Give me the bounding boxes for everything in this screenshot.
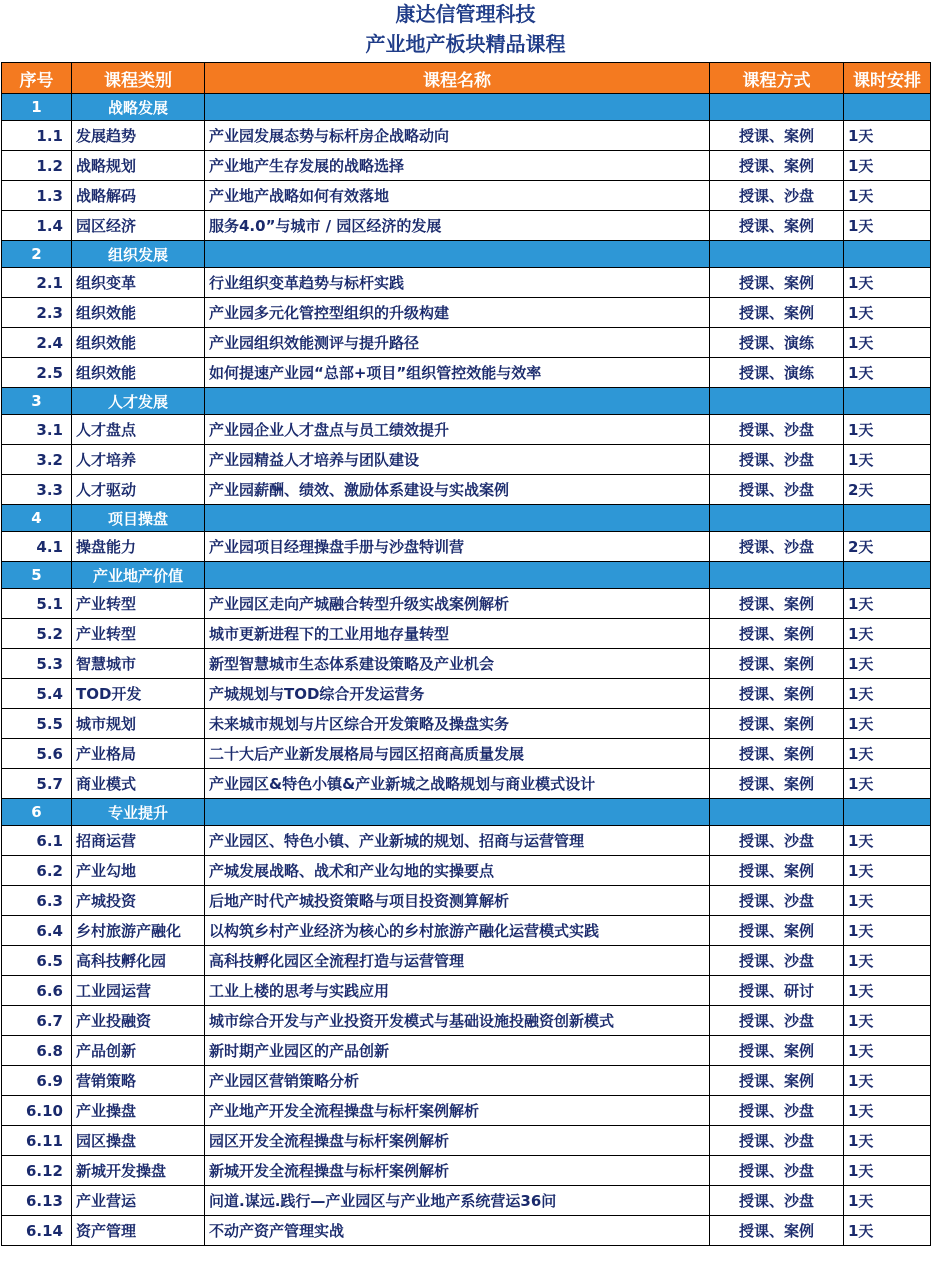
title-block xyxy=(0,0,931,62)
table-row xyxy=(2,358,931,388)
course-name: 不动产资产管理实战 xyxy=(205,1216,710,1246)
table-row xyxy=(2,619,931,649)
course-time: 1天 xyxy=(844,679,931,709)
course-name: 产业园区、特色小镇、产业新城的规划、招商与运营管理 xyxy=(205,826,710,856)
course-mode: 授课、案例 xyxy=(710,151,844,181)
col-header-category: 课程类别 xyxy=(72,63,205,94)
category-empty-cell xyxy=(844,562,931,589)
company-title: 康达信管理科技 xyxy=(395,2,536,26)
col-header-name: 课程名称 xyxy=(205,63,710,94)
course-name: 服务4.0”与城市 / 园区经济的发展 xyxy=(205,211,710,241)
course-number: 6.11 xyxy=(2,1126,72,1156)
course-type: 园区操盘 xyxy=(72,1126,205,1156)
category-number: 5 xyxy=(2,562,72,589)
course-mode: 授课、沙盘 xyxy=(710,886,844,916)
course-name: 后地产时代产城投资策略与项目投资测算解析 xyxy=(205,886,710,916)
course-mode: 授课、沙盘 xyxy=(710,1096,844,1126)
category-row xyxy=(2,562,931,589)
course-mode: 授课、演练 xyxy=(710,328,844,358)
category-label: 项目操盘 xyxy=(72,505,205,532)
table-row xyxy=(2,679,931,709)
course-number: 5.5 xyxy=(2,709,72,739)
course-number: 1.1 xyxy=(2,121,72,151)
course-type: 产业营运 xyxy=(72,1186,205,1216)
table-row xyxy=(2,151,931,181)
course-time: 1天 xyxy=(844,298,931,328)
category-empty-cell xyxy=(205,505,710,532)
course-name: 产业地产生存发展的战略选择 xyxy=(205,151,710,181)
course-name: 产业园薪酬、绩效、激励体系建设与实战案例 xyxy=(205,475,710,505)
course-mode: 授课、沙盘 xyxy=(710,532,844,562)
course-number: 6.13 xyxy=(2,1186,72,1216)
table-body xyxy=(2,94,931,1246)
course-time: 1天 xyxy=(844,709,931,739)
course-number: 3.1 xyxy=(2,415,72,445)
course-type: 组织效能 xyxy=(72,298,205,328)
course-number: 1.4 xyxy=(2,211,72,241)
category-number: 6 xyxy=(2,799,72,826)
course-name: 高科技孵化园区全流程打造与运营管理 xyxy=(205,946,710,976)
table-row xyxy=(2,1216,931,1246)
course-type: 产业操盘 xyxy=(72,1096,205,1126)
category-number: 4 xyxy=(2,505,72,532)
course-time: 1天 xyxy=(844,1006,931,1036)
course-mode: 授课、案例 xyxy=(710,709,844,739)
table-row xyxy=(2,415,931,445)
course-type: 组织效能 xyxy=(72,328,205,358)
course-number: 2.1 xyxy=(2,268,72,298)
course-number: 6.3 xyxy=(2,886,72,916)
course-number: 6.2 xyxy=(2,856,72,886)
course-type: 城市规划 xyxy=(72,709,205,739)
course-type: 产业转型 xyxy=(72,589,205,619)
table-row xyxy=(2,121,931,151)
course-mode: 授课、案例 xyxy=(710,1036,844,1066)
course-type: 操盘能力 xyxy=(72,532,205,562)
course-name: 行业组织变革趋势与标杆实践 xyxy=(205,268,710,298)
category-empty-cell xyxy=(710,388,844,415)
table-row xyxy=(2,916,931,946)
category-row xyxy=(2,799,931,826)
course-mode: 授课、沙盘 xyxy=(710,1156,844,1186)
course-type: 产业格局 xyxy=(72,739,205,769)
course-mode: 授课、沙盘 xyxy=(710,1006,844,1036)
course-type: 营销策略 xyxy=(72,1066,205,1096)
course-time: 1天 xyxy=(844,1186,931,1216)
course-mode: 授课、沙盘 xyxy=(710,1126,844,1156)
category-empty-cell xyxy=(844,799,931,826)
table-row xyxy=(2,589,931,619)
table-row xyxy=(2,298,931,328)
course-name: 产业地产开发全流程操盘与标杆案例解析 xyxy=(205,1096,710,1126)
course-number: 4.1 xyxy=(2,532,72,562)
course-number: 6.10 xyxy=(2,1096,72,1126)
course-type: 乡村旅游产融化 xyxy=(72,916,205,946)
table-header-row xyxy=(2,63,931,94)
course-name: 新型智慧城市生态体系建设策略及产业机会 xyxy=(205,649,710,679)
course-type: 产业转型 xyxy=(72,619,205,649)
course-name: 产业园区&特色小镇&产业新城之战略规划与商业模式设计 xyxy=(205,769,710,799)
course-number: 3.3 xyxy=(2,475,72,505)
course-type: 产业勾地 xyxy=(72,856,205,886)
course-mode: 授课、案例 xyxy=(710,619,844,649)
course-type: 高科技孵化园 xyxy=(72,946,205,976)
category-empty-cell xyxy=(205,388,710,415)
table-row xyxy=(2,475,931,505)
course-mode: 授课、沙盘 xyxy=(710,475,844,505)
course-mode: 授课、案例 xyxy=(710,121,844,151)
course-type: 园区经济 xyxy=(72,211,205,241)
course-type: 工业园运营 xyxy=(72,976,205,1006)
category-empty-cell xyxy=(205,562,710,589)
course-mode: 授课、研讨 xyxy=(710,976,844,1006)
course-name: 产业地产战略如何有效落地 xyxy=(205,181,710,211)
course-name: 产业园项目经理操盘手册与沙盘特训营 xyxy=(205,532,710,562)
course-time: 1天 xyxy=(844,769,931,799)
category-label: 专业提升 xyxy=(72,799,205,826)
table-row xyxy=(2,1036,931,1066)
course-number: 5.7 xyxy=(2,769,72,799)
course-type: 人才驱动 xyxy=(72,475,205,505)
table-row xyxy=(2,445,931,475)
course-mode: 授课、演练 xyxy=(710,358,844,388)
table-row xyxy=(2,856,931,886)
course-number: 5.6 xyxy=(2,739,72,769)
course-time: 1天 xyxy=(844,1096,931,1126)
course-mode: 授课、沙盘 xyxy=(710,1186,844,1216)
category-label: 组织发展 xyxy=(72,241,205,268)
course-table xyxy=(1,62,931,1246)
category-number: 3 xyxy=(2,388,72,415)
col-header-no: 序号 xyxy=(2,63,72,94)
course-mode: 授课、案例 xyxy=(710,298,844,328)
course-time: 1天 xyxy=(844,589,931,619)
course-name: 产业园多元化管控型组织的升级构建 xyxy=(205,298,710,328)
table-row xyxy=(2,826,931,856)
course-number: 6.8 xyxy=(2,1036,72,1066)
category-empty-cell xyxy=(710,562,844,589)
course-number: 1.3 xyxy=(2,181,72,211)
course-name: 城市综合开发与产业投资开发模式与基础设施投融资创新模式 xyxy=(205,1006,710,1036)
course-time: 1天 xyxy=(844,649,931,679)
category-empty-cell xyxy=(844,505,931,532)
course-time: 2天 xyxy=(844,532,931,562)
course-number: 5.2 xyxy=(2,619,72,649)
course-name: 产业园精益人才培养与团队建设 xyxy=(205,445,710,475)
table-row xyxy=(2,1096,931,1126)
course-mode: 授课、案例 xyxy=(710,211,844,241)
course-mode: 授课、沙盘 xyxy=(710,181,844,211)
table-row xyxy=(2,328,931,358)
table-row xyxy=(2,1156,931,1186)
table-row xyxy=(2,181,931,211)
table-row xyxy=(2,709,931,739)
course-time: 1天 xyxy=(844,739,931,769)
table-row xyxy=(2,769,931,799)
course-number: 2.3 xyxy=(2,298,72,328)
course-name: 产业园企业人才盘点与员工绩效提升 xyxy=(205,415,710,445)
course-time: 1天 xyxy=(844,1066,931,1096)
course-number: 6.7 xyxy=(2,1006,72,1036)
category-label: 战略发展 xyxy=(72,94,205,121)
course-mode: 授课、沙盘 xyxy=(710,415,844,445)
course-name: 工业上楼的思考与实践应用 xyxy=(205,976,710,1006)
course-time: 1天 xyxy=(844,328,931,358)
category-number: 1 xyxy=(2,94,72,121)
table-row xyxy=(2,946,931,976)
table-row xyxy=(2,886,931,916)
table-row xyxy=(2,1126,931,1156)
course-time: 1天 xyxy=(844,415,931,445)
course-type: 产业投融资 xyxy=(72,1006,205,1036)
course-type: 产城投资 xyxy=(72,886,205,916)
category-row xyxy=(2,94,931,121)
course-type: 人才盘点 xyxy=(72,415,205,445)
course-time: 1天 xyxy=(844,181,931,211)
course-number: 1.2 xyxy=(2,151,72,181)
course-name: 产城规划与TOD综合开发运营务 xyxy=(205,679,710,709)
course-time: 1天 xyxy=(844,826,931,856)
course-number: 6.6 xyxy=(2,976,72,1006)
course-type: 发展趋势 xyxy=(72,121,205,151)
table-row xyxy=(2,1066,931,1096)
course-number: 6.5 xyxy=(2,946,72,976)
category-empty-cell xyxy=(205,94,710,121)
course-type: 战略规划 xyxy=(72,151,205,181)
course-mode: 授课、案例 xyxy=(710,856,844,886)
course-name: 产城发展战略、战术和产业勾地的实操要点 xyxy=(205,856,710,886)
table-row xyxy=(2,532,931,562)
course-time: 1天 xyxy=(844,619,931,649)
course-name: 城市更新进程下的工业用地存量转型 xyxy=(205,619,710,649)
course-time: 1天 xyxy=(844,1216,931,1246)
table-row xyxy=(2,1006,931,1036)
course-type: 商业模式 xyxy=(72,769,205,799)
category-label: 人才发展 xyxy=(72,388,205,415)
course-type: 招商运营 xyxy=(72,826,205,856)
course-time: 1天 xyxy=(844,268,931,298)
category-empty-cell xyxy=(844,388,931,415)
course-name: 如何提速产业园“总部+项目”组织管控效能与效率 xyxy=(205,358,710,388)
course-name: 以构筑乡村产业经济为核心的乡村旅游产融化运营模式实践 xyxy=(205,916,710,946)
course-name: 产业园组织效能测评与提升路径 xyxy=(205,328,710,358)
col-header-mode: 课程方式 xyxy=(710,63,844,94)
category-empty-cell xyxy=(205,241,710,268)
category-empty-cell xyxy=(710,505,844,532)
course-type: 资产管理 xyxy=(72,1216,205,1246)
category-empty-cell xyxy=(710,94,844,121)
course-mode: 授课、案例 xyxy=(710,1066,844,1096)
course-number: 5.1 xyxy=(2,589,72,619)
col-header-time: 课时安排 xyxy=(844,63,931,94)
course-time: 1天 xyxy=(844,916,931,946)
course-name: 产业园区营销策略分析 xyxy=(205,1066,710,1096)
course-number: 6.4 xyxy=(2,916,72,946)
course-type: TOD开发 xyxy=(72,679,205,709)
category-label: 产业地产价值 xyxy=(72,562,205,589)
course-time: 1天 xyxy=(844,151,931,181)
course-mode: 授课、案例 xyxy=(710,739,844,769)
table-row xyxy=(2,1186,931,1216)
course-mode: 授课、案例 xyxy=(710,769,844,799)
course-type: 组织变革 xyxy=(72,268,205,298)
course-number: 3.2 xyxy=(2,445,72,475)
course-number: 5.4 xyxy=(2,679,72,709)
table-row xyxy=(2,268,931,298)
course-type: 人才培养 xyxy=(72,445,205,475)
course-mode: 授课、沙盘 xyxy=(710,946,844,976)
course-time: 1天 xyxy=(844,358,931,388)
course-time: 1天 xyxy=(844,976,931,1006)
table-row xyxy=(2,976,931,1006)
course-mode: 授课、案例 xyxy=(710,649,844,679)
course-name: 问道.谋远.践行—产业园区与产业地产系统营运36问 xyxy=(205,1186,710,1216)
category-row xyxy=(2,388,931,415)
course-time: 1天 xyxy=(844,211,931,241)
course-time: 1天 xyxy=(844,121,931,151)
course-mode: 授课、案例 xyxy=(710,1216,844,1246)
course-time: 1天 xyxy=(844,886,931,916)
category-empty-cell xyxy=(844,94,931,121)
course-time: 1天 xyxy=(844,1036,931,1066)
table-row xyxy=(2,211,931,241)
course-time: 1天 xyxy=(844,445,931,475)
course-name: 产业园区走向产城融合转型升级实战案例解析 xyxy=(205,589,710,619)
course-number: 6.9 xyxy=(2,1066,72,1096)
table-row xyxy=(2,649,931,679)
course-mode: 授课、案例 xyxy=(710,268,844,298)
course-time: 1天 xyxy=(844,1126,931,1156)
course-name: 二十大后产业新发展格局与园区招商高质量发展 xyxy=(205,739,710,769)
table-row xyxy=(2,739,931,769)
course-mode: 授课、案例 xyxy=(710,916,844,946)
course-time: 2天 xyxy=(844,475,931,505)
course-time: 1天 xyxy=(844,946,931,976)
course-number: 2.5 xyxy=(2,358,72,388)
course-number: 5.3 xyxy=(2,649,72,679)
course-name: 未来城市规划与片区综合开发策略及操盘实务 xyxy=(205,709,710,739)
course-name: 园区开发全流程操盘与标杆案例解析 xyxy=(205,1126,710,1156)
category-empty-cell xyxy=(844,241,931,268)
category-empty-cell xyxy=(710,799,844,826)
course-type: 新城开发操盘 xyxy=(72,1156,205,1186)
category-number: 2 xyxy=(2,241,72,268)
course-type: 战略解码 xyxy=(72,181,205,211)
course-mode: 授课、案例 xyxy=(710,679,844,709)
course-type: 组织效能 xyxy=(72,358,205,388)
category-row xyxy=(2,241,931,268)
course-name: 新城开发全流程操盘与标杆案例解析 xyxy=(205,1156,710,1186)
course-number: 6.14 xyxy=(2,1216,72,1246)
course-type: 产品创新 xyxy=(72,1036,205,1066)
course-time: 1天 xyxy=(844,856,931,886)
course-mode: 授课、案例 xyxy=(710,589,844,619)
category-row xyxy=(2,505,931,532)
course-mode: 授课、沙盘 xyxy=(710,826,844,856)
course-name: 产业园发展态势与标杆房企战略动向 xyxy=(205,121,710,151)
category-empty-cell xyxy=(205,799,710,826)
course-number: 6.1 xyxy=(2,826,72,856)
course-number: 6.12 xyxy=(2,1156,72,1186)
course-number: 2.4 xyxy=(2,328,72,358)
course-type: 智慧城市 xyxy=(72,649,205,679)
course-time: 1天 xyxy=(844,1156,931,1186)
page-title: 产业地产板块精品课程 xyxy=(365,32,566,56)
category-empty-cell xyxy=(710,241,844,268)
course-name: 新时期产业园区的产品创新 xyxy=(205,1036,710,1066)
course-mode: 授课、沙盘 xyxy=(710,445,844,475)
